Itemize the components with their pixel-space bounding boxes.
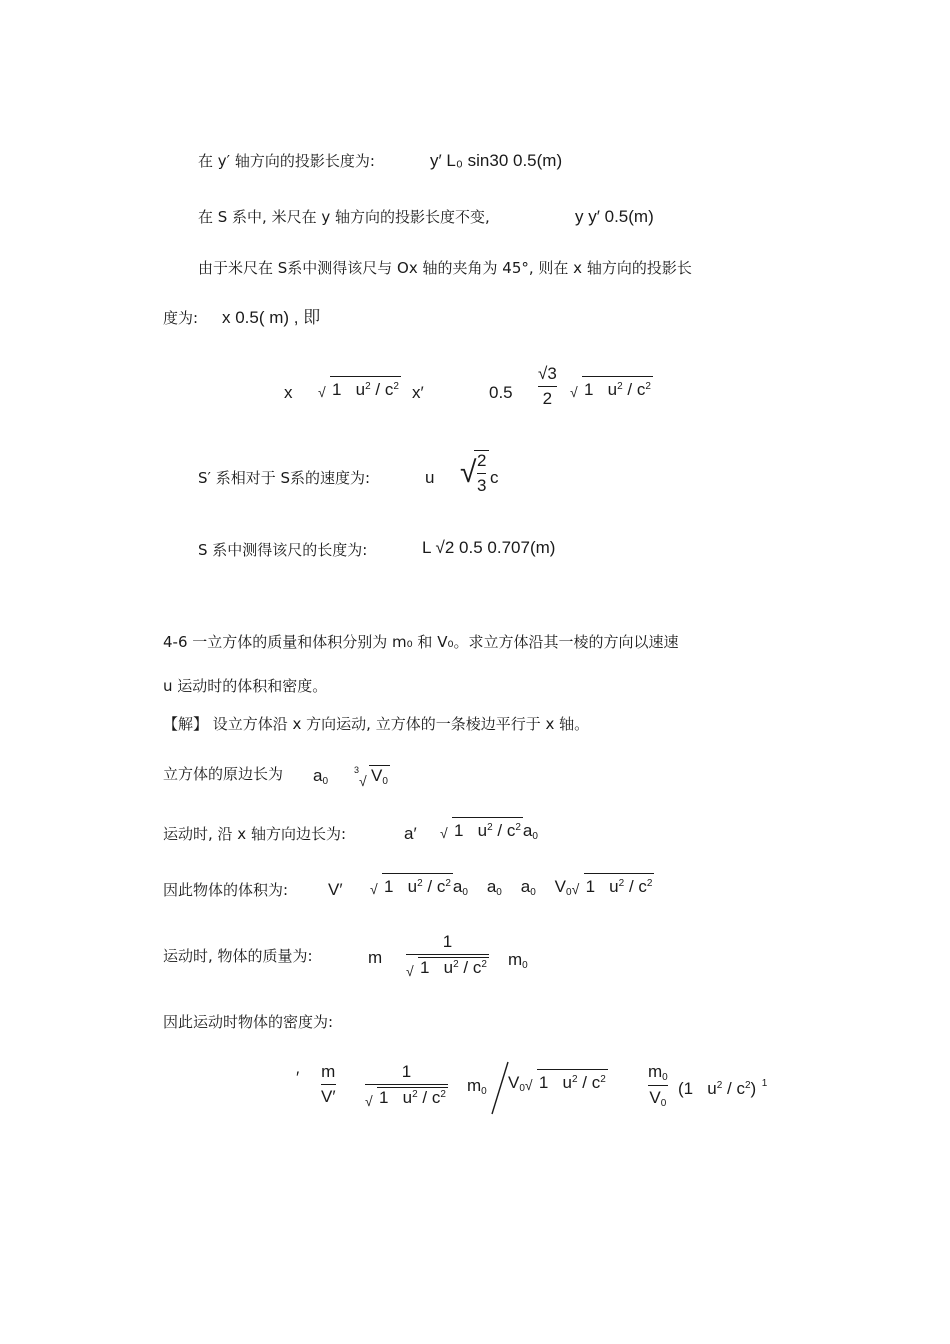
math-expression: a′ (404, 824, 417, 843)
math-expression: y′ L₀ sin30 0.5(m) (430, 151, 563, 170)
problem-statement: u 运动时的体积和密度。 (163, 677, 328, 695)
math-var-c: c (490, 468, 499, 487)
math-fraction (648, 1062, 668, 1109)
text-line: S′ 系相对于 S系的速度为: (198, 469, 371, 487)
fraction-denominator: 3 (477, 476, 487, 495)
math-number: 0.5 (489, 383, 513, 402)
math-radical-sign: √ (460, 456, 477, 489)
fraction-numerator: √3 (538, 364, 557, 383)
math-fraction (365, 1062, 448, 1108)
fraction-numerator: 1 (442, 932, 453, 951)
fraction-numerator: 1 (401, 1062, 412, 1081)
math-expression: y y′ 0.5(m) (575, 207, 654, 226)
fraction-numerator: m (321, 1062, 336, 1081)
text-line: 因此物体的体积为: (163, 881, 289, 899)
math-var-xprime: x′ (412, 383, 424, 402)
fraction-numerator: 2 (477, 451, 487, 470)
math-fraction (474, 450, 489, 496)
text-line: 由于米尺在 S系中测得该尺与 Ox 轴的夹角为 45°, 则在 x 轴方向的投影长 (198, 259, 692, 277)
math-expression: x 0.5( m) , 即 (222, 308, 321, 327)
math-radical: √ 1 $u^2 / c^2$ (318, 376, 401, 400)
text-line: S 系中测得该尺的长度为: (198, 541, 368, 559)
math-var-m: m (368, 948, 383, 967)
text-line: 运动时, 物体的质量为: (163, 947, 313, 965)
text-line: 在 y′ 轴方向的投影长度为: (198, 152, 375, 170)
problem-statement: 4-6 一立方体的质量和体积分别为 m₀ 和 V₀。求立方体沿其一棱的方向以速速 (163, 633, 679, 651)
math-radical: √ 1 $u^2 / c^2$ $a_0$ (440, 817, 538, 847)
math-expression: $m_0$ (508, 950, 528, 971)
text-line: 度为: (163, 309, 199, 327)
text-line: 立方体的原边长为 (163, 765, 284, 783)
math-fraction (538, 364, 557, 409)
solution-heading: 【解】 设立方体沿 x 方向运动, 立方体的一条棱边平行于 x 轴。 (163, 715, 590, 733)
math-fraction (406, 932, 489, 978)
math-expression: $m_0$ (467, 1076, 487, 1097)
fraction-denominator: √ 1 $u^2 / c^2$ (365, 1088, 446, 1109)
math-radical: √ 1 $u^2 / c^2$ $a_0$ $a_0$ $a_0$ $V_0$ √ 1 $u^2 / c^2$ (370, 873, 654, 903)
math-rho-prime: ′ (296, 1068, 300, 1087)
text-line: 因此运动时物体的密度为: (163, 1013, 334, 1031)
fraction-denominator: $V_0$ (649, 1088, 667, 1109)
text-line: 在 S 系中, 米尺在 y 轴方向的投影长度不变, (198, 208, 490, 226)
math-expression: (1 $u^2 / c^2$) $^1$ (678, 1078, 768, 1098)
math-var-x: x (284, 383, 293, 402)
math-fraction (321, 1062, 336, 1107)
math-expression: V′ (328, 880, 343, 899)
fraction-denominator: 2 (542, 389, 553, 408)
math-radical: $V_0$ √ 1 $u^2 / c^2$ (508, 1069, 608, 1099)
math-expression: $a_0$ (313, 766, 329, 787)
math-cube-root: $^3$ √ $V_0$ (354, 760, 390, 792)
fraction-numerator: $m_0$ (648, 1062, 668, 1083)
text-line: 运动时, 沿 x 轴方向边长为: (163, 825, 347, 843)
fraction-denominator: √ 1 $u^2 / c^2$ (406, 958, 487, 979)
math-radical: √ 1 $u^2 / c^2$ (570, 376, 653, 400)
math-var-u: u (425, 468, 435, 487)
math-expression: L √2 0.5 0.707(m) (422, 538, 556, 557)
fraction-denominator: V′ (321, 1087, 336, 1106)
